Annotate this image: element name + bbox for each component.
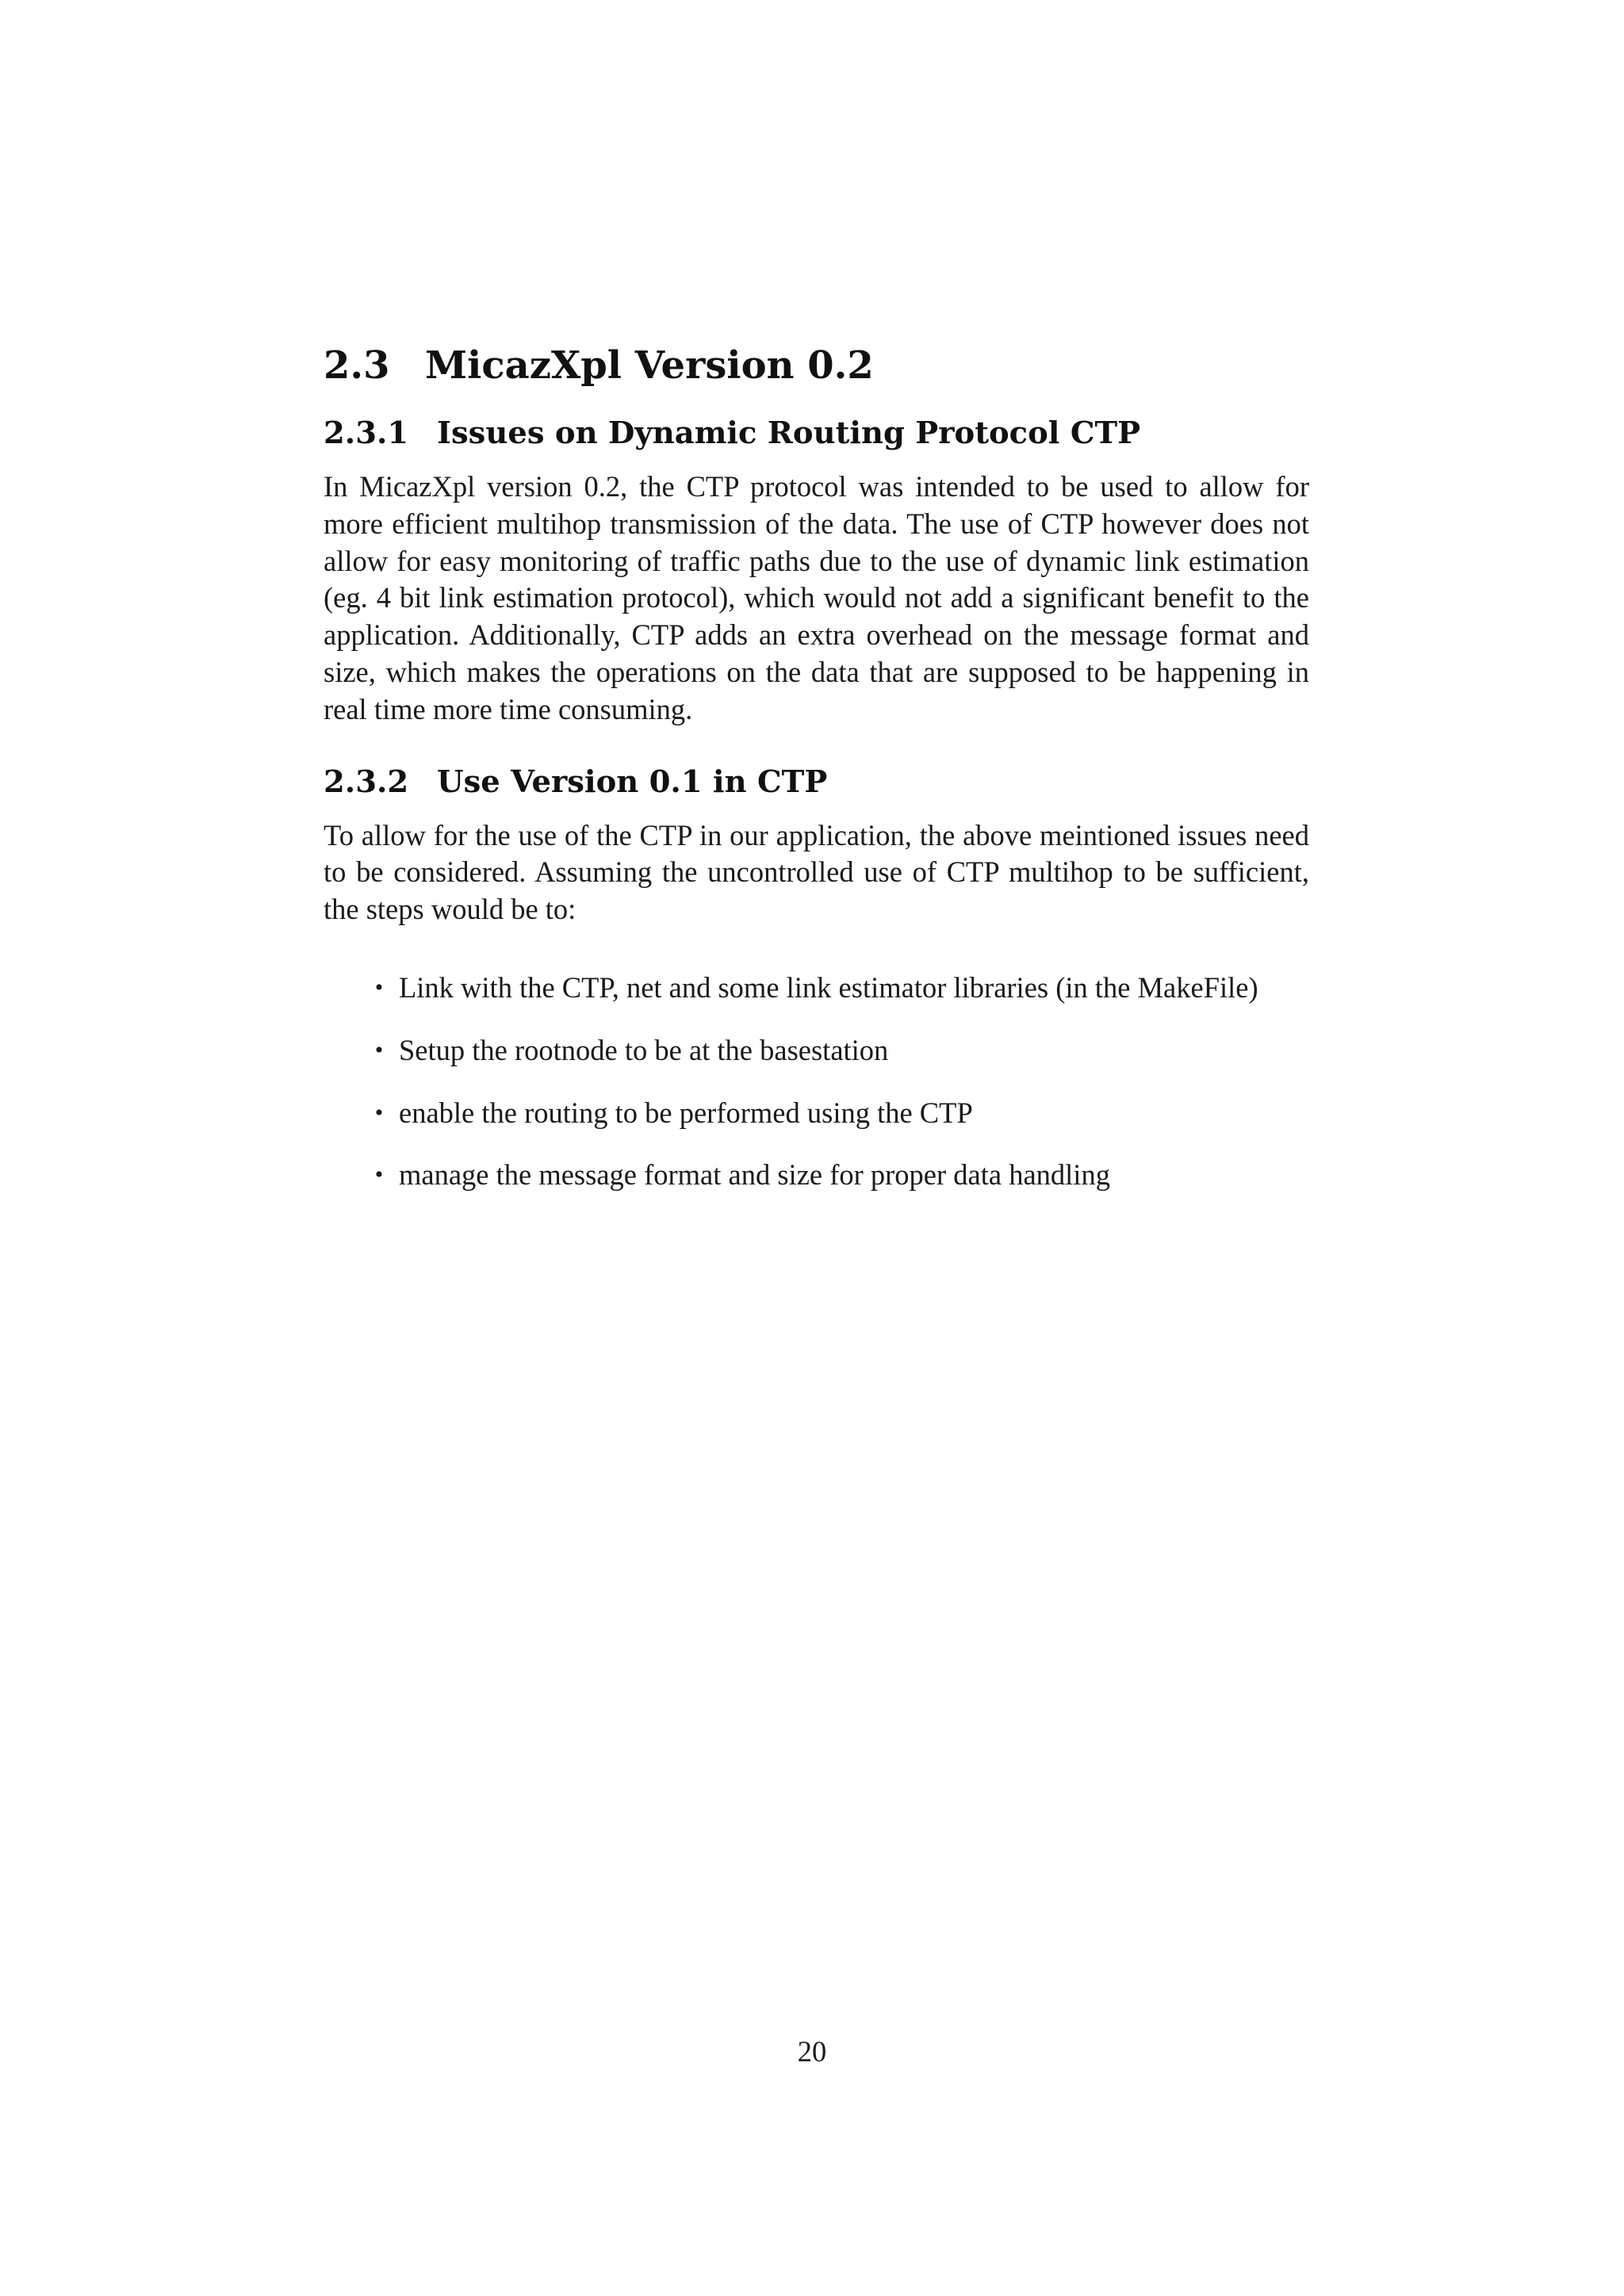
subsection-number: 2.3.1 [324, 415, 409, 451]
list-item [324, 970, 1309, 1007]
subsection-title: Issues on Dynamic Routing Protocol CTP [437, 415, 1141, 451]
bullet-icon: • [374, 1099, 384, 1126]
paragraph-use-ctp: To allow for the use of the CTP in our application, the above meintioned issues need to be considered. Assuming the uncontrolled use of CTP multihop to be sufficient, the steps would be to: [324, 818, 1309, 926]
subsection-heading-2-3-2 [324, 760, 1309, 805]
list-item-text: Setup the rootnode to be at the basestation [399, 1033, 889, 1066]
subsection-title: Use Version 0.1 in CTP [437, 763, 828, 800]
section-heading [324, 337, 1309, 394]
page-number: 20 [797, 2035, 827, 2068]
subsection-heading-2-3-1 [324, 411, 1309, 456]
section-number: 2.3 [324, 343, 390, 388]
steps-list [324, 970, 1309, 1194]
bullet-icon: • [374, 1161, 384, 1188]
list-item [324, 1095, 1309, 1132]
bullet-icon: • [374, 974, 384, 1001]
subsection-number: 2.3.2 [324, 763, 409, 800]
page-content [324, 337, 1309, 1219]
bullet-icon: • [374, 1036, 384, 1063]
list-item-text: manage the message format and size for proper data handling [399, 1158, 1110, 1192]
list-item-text: enable the routing to be performed using the CTP [399, 1096, 973, 1129]
paragraph-ctp-issues: In MicazXpl version 0.2, the CTP protocol was intended to be used to allow for more efficient multihop transmission of the data. The use of CTP however does not allow for easy monitoring of traffic paths due to the use of dynamic link estimation (eg. 4 bit link estimation protocol), which would not add a significant benefit to the application. Additionally, CTP adds an extra overhead on the message format and size, which makes the operations on the data that are supposed to be happening in real time more time consuming. [324, 470, 1309, 725]
list-item [324, 1032, 1309, 1070]
list-item [324, 1157, 1309, 1194]
section-title: MicazXpl Version 0.2 [425, 343, 874, 388]
list-item-text: Link with the CTP, net and some link estimator libraries (in the MakeFile) [399, 970, 1258, 1004]
